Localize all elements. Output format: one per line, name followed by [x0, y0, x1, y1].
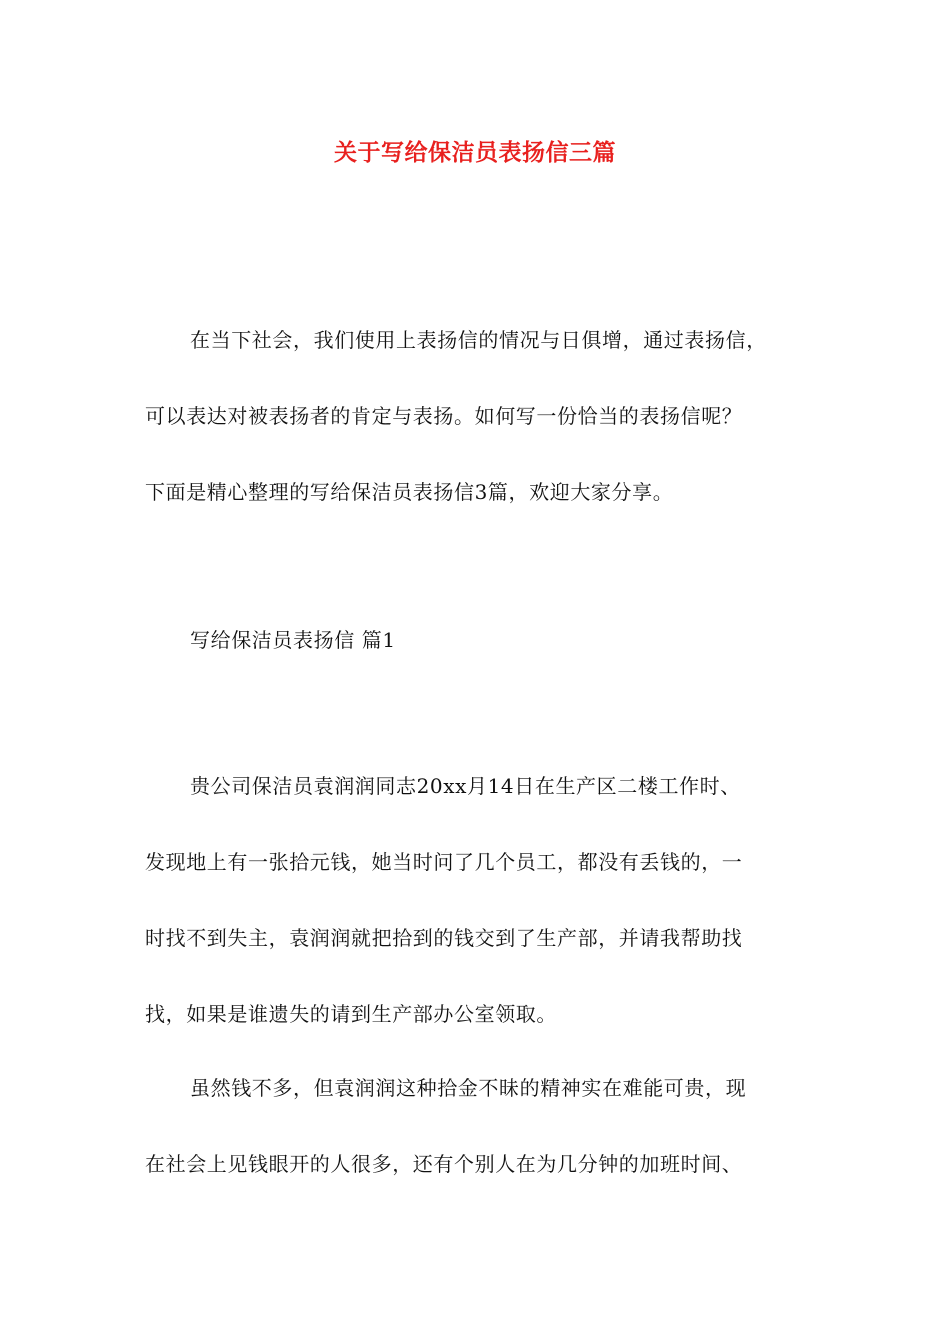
paragraph1-line-2: 发现地上有一张拾元钱，她当时问了几个员工，都没有丢钱的，一 [145, 850, 743, 874]
paragraph1-line-1: 贵公司保洁员袁润润同志20xx月14日在生产区二楼工作时、 [190, 774, 741, 798]
intro-line-1: 在当下社会，我们使用上表扬信的情况与日俱增，通过表扬信， [190, 328, 767, 352]
paragraph1-line-3: 时找不到失主，袁润润就把拾到的钱交到了生产部，并请我帮助找 [145, 926, 743, 950]
paragraph2-line-2: 在社会上见钱眼开的人很多，还有个别人在为几分钟的加班时间、 [145, 1152, 743, 1176]
paragraph2-line-1: 虽然钱不多，但袁润润这种拾金不昧的精神实在难能可贵，现 [190, 1076, 747, 1100]
document-title: 关于写给保洁员表扬信三篇 [334, 140, 616, 166]
paragraph1-line-4: 找，如果是谁遗失的请到生产部办公室领取。 [145, 1002, 557, 1026]
section-heading: 写给保洁员表扬信 篇1 [190, 628, 396, 652]
intro-line-2: 可以表达对被表扬者的肯定与表扬。如何写一份恰当的表扬信呢？ [145, 404, 743, 428]
intro-line-3: 下面是精心整理的写给保洁员表扬信3篇，欢迎大家分享。 [145, 480, 674, 504]
